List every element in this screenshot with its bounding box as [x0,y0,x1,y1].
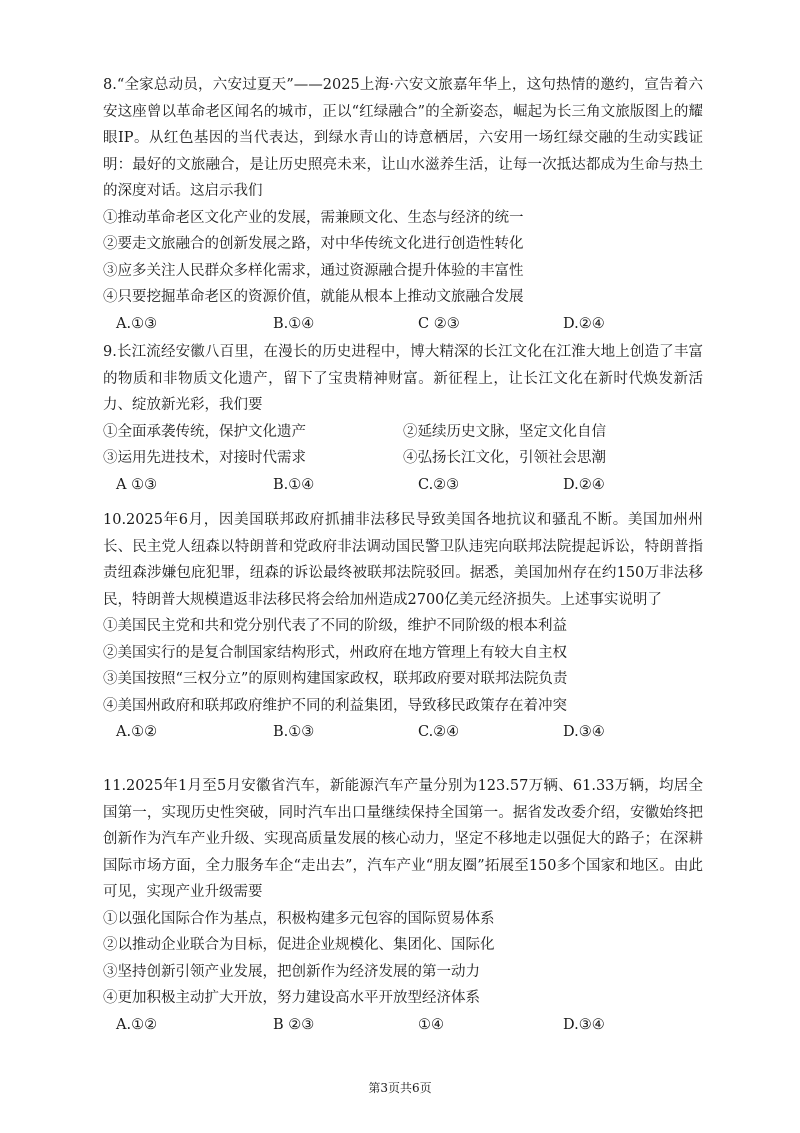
option-3: ③美国按照“三权分立”的原则构建国家政权，联邦政府要对联邦法院负责 [103,671,568,687]
choice-b: B.①④ [273,476,315,493]
answer-choices [103,719,703,746]
choice-d: D.②④ [563,315,605,332]
choice-c: C ②③ [418,315,460,332]
question-stem: 8.“全家总动员，六安过夏天”——2025上海·六安文旅嘉年华上，这句热情的邀约，宣告着六安这座曾以革命老区闻名的城市，正以“红绿融合”的全新姿态，崛起为长三角文旅版图上的耀眼IP。从红色基因的当代表达，到绿水青山的诗意栖居，六安用一场红绿交融的生动实践证明：最好的文旅融合，是让历史照亮未来，让山水滋养生活，让每一次抵达都成为生命与热土的深度对话。这启示我们 [103,77,703,199]
answer-choices [103,472,703,499]
choice-c: ①④ [418,1016,444,1033]
option-3: ③运用先进技术，对接时代需求 [103,450,306,466]
question-8 [103,72,703,337]
choice-a: A.①② [116,724,158,740]
choice-b: B.①③ [273,724,315,740]
question-stem: 10.2025年6月，因美国联邦政府抓捕非法移民导致美国各地抗议和骚乱不断。美国加州州长、民主党人纽森以特朗普和党政府非法调动国民警卫队违宪向联邦法院提起诉讼，特朗普指责纽森涉嫌包庇犯罪，纽森的诉讼最终被联邦法院驳回。据悉，美国加州存在约150万非法移民，特朗普大规模遣返非法移民将会给加州造成2700亿美元经济损失。上述事实说明了 [103,512,703,608]
option-2: ②要走文旅融合的创新发展之路，对中华传统文化进行创造性转化 [103,236,524,252]
question-stem: 11.2025年1月至5月安徽省汽车，新能源汽车产量分别为123.57万辆、61.33万辆，均居全国第一，实现历史性突破，同时汽车出口量继续保持全国第一。据省发改委介绍，安徽始终把创新作为汽车产业升级、实现高质量发展的核心动力，坚定不移地走以强促大的路子；在深耕国际市场方面，全力服务车企“走出去”，汽车产业“朋友圈”拓展至150多个国家和地区。由此可见，实现产业升级需要 [103,778,703,900]
option-3: ③应多关注人民群众多样化需求，通过资源融合提升体验的丰富性 [103,262,524,279]
option-4: ④弘扬长江文化，引领社会思潮 [403,450,606,466]
option-1: ①美国民主党和共和党分别代表了不同的阶级，维护不同阶级的根本利益 [103,618,567,634]
question-9 [103,339,703,498]
choice-d: D.③④ [563,724,605,740]
question-10 [103,507,703,746]
option-4: ④更加积极主动扩大开放，努力建设高水平开放型经济体系 [103,990,480,1006]
question-stem: 9.长江流经安徽八百里，在漫长的历史进程中，博大精深的长江文化在江淮大地上创造了丰富的物质和非物质文化遗产，留下了宝贵精神财富。新征程上，让长江文化在新时代焕发新活力、绽放新光彩，我们要 [103,344,703,413]
question-11 [103,773,703,1038]
choice-b: B ②③ [273,1016,315,1033]
option-2: ②延续历史文脉，坚定文化自信 [403,423,606,440]
option-3: ③坚持创新引领产业发展，把创新作为经济发展的第一动力 [103,963,480,980]
choice-a: A.①② [116,1016,158,1033]
answer-choices [103,1012,703,1039]
option-1: ①推动革命老区文化产业的发展，需兼顾文化、生态与经济的统一 [103,209,524,226]
option-grid [103,419,703,472]
choice-d: D.③④ [563,1016,605,1033]
answer-choices [103,311,703,338]
page-footer: 第3页共6页 [368,1081,432,1095]
choice-c: C.②④ [418,724,460,740]
option-1: ①以强化国际合作为基点，积极构建多元包容的国际贸易体系 [103,910,495,927]
option-2: ②美国实行的是复合制国家结构形式，州政府在地方管理上有较大自主权 [103,644,567,661]
option-4: ④只要挖掘革命老区的资源价值，就能从根本上推动文旅融合发展 [103,289,524,305]
choice-c: C.②③ [418,476,460,493]
option-4: ④美国州政府和联邦政府维护不同的利益集团，导致移民政策存在着冲突 [103,697,567,714]
option-2: ②以推动企业联合为目标，促进企业规模化、集团化、国际化 [103,937,495,953]
option-1: ①全面承袭传统，保护文化遗产 [103,423,306,440]
choice-a: A ①③ [116,476,158,493]
choice-a: A.①③ [116,315,158,332]
choice-d: D.②④ [563,476,605,493]
choice-b: B.①④ [273,315,315,332]
